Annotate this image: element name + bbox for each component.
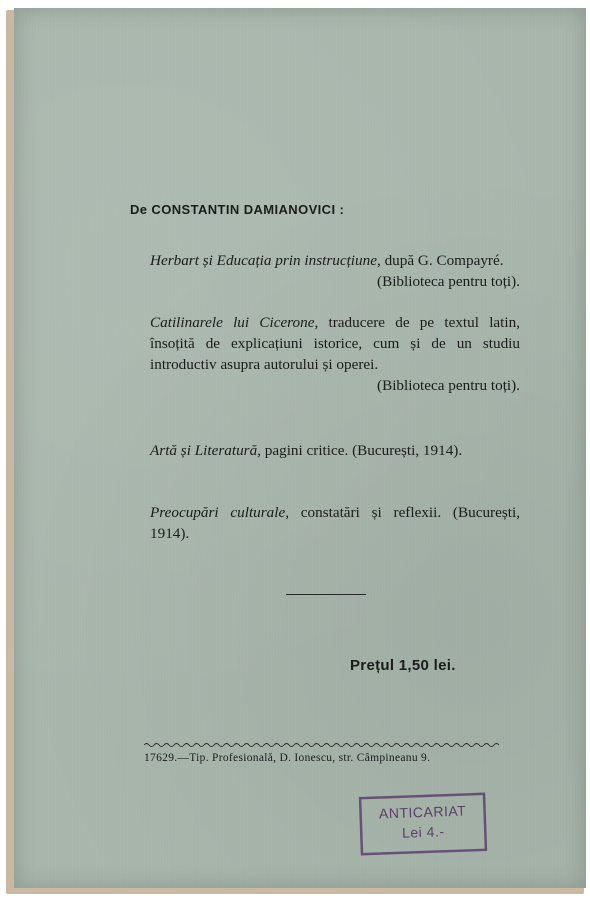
antiquarian-price-stamp: [358, 792, 488, 856]
work-title: Artă și Literatură,: [150, 442, 261, 459]
work-title: Catilinarele lui Cicerone,: [150, 314, 319, 331]
work-entry-arta-literatura: [138, 440, 520, 461]
author-heading: De CONSTANTIN DAMIANOVICI :: [130, 202, 345, 217]
work-entry-preocupari: [138, 502, 520, 544]
stamp-text-line1: ANTICARIAT: [378, 802, 467, 822]
work-description: constatări și reflexii. (București, 1914).: [150, 504, 520, 542]
stamp-text-line2: Lei 4.-: [401, 823, 445, 841]
divider-rule: [286, 594, 366, 595]
price-label: Prețul 1,50 lei.: [350, 657, 456, 674]
work-description: traducere de pe textul latin, însoțită de explicațiuni istorice, cum și de un studiu introductiv asupra autorului și operei.: [150, 314, 520, 373]
work-description: după G. Compayré.: [380, 252, 504, 269]
back-cover: [14, 8, 586, 888]
wavy-divider: [144, 742, 499, 748]
work-series: (Biblioteca pentru toți).: [377, 273, 520, 290]
work-series: (Biblioteca pentru toți).: [377, 377, 520, 394]
work-description: pagini critice. (București, 1914).: [260, 442, 463, 459]
work-entry-catilinarele: [138, 312, 520, 396]
work-entry-herbart: [138, 250, 520, 292]
work-title: Herbart și Educația prin instrucțiune,: [150, 252, 381, 269]
printer-imprint: 17629.—Tip. Profesională, D. Ionescu, str. Câmpineanu 9.: [144, 752, 431, 764]
work-title: Preocupări culturale,: [150, 504, 290, 521]
